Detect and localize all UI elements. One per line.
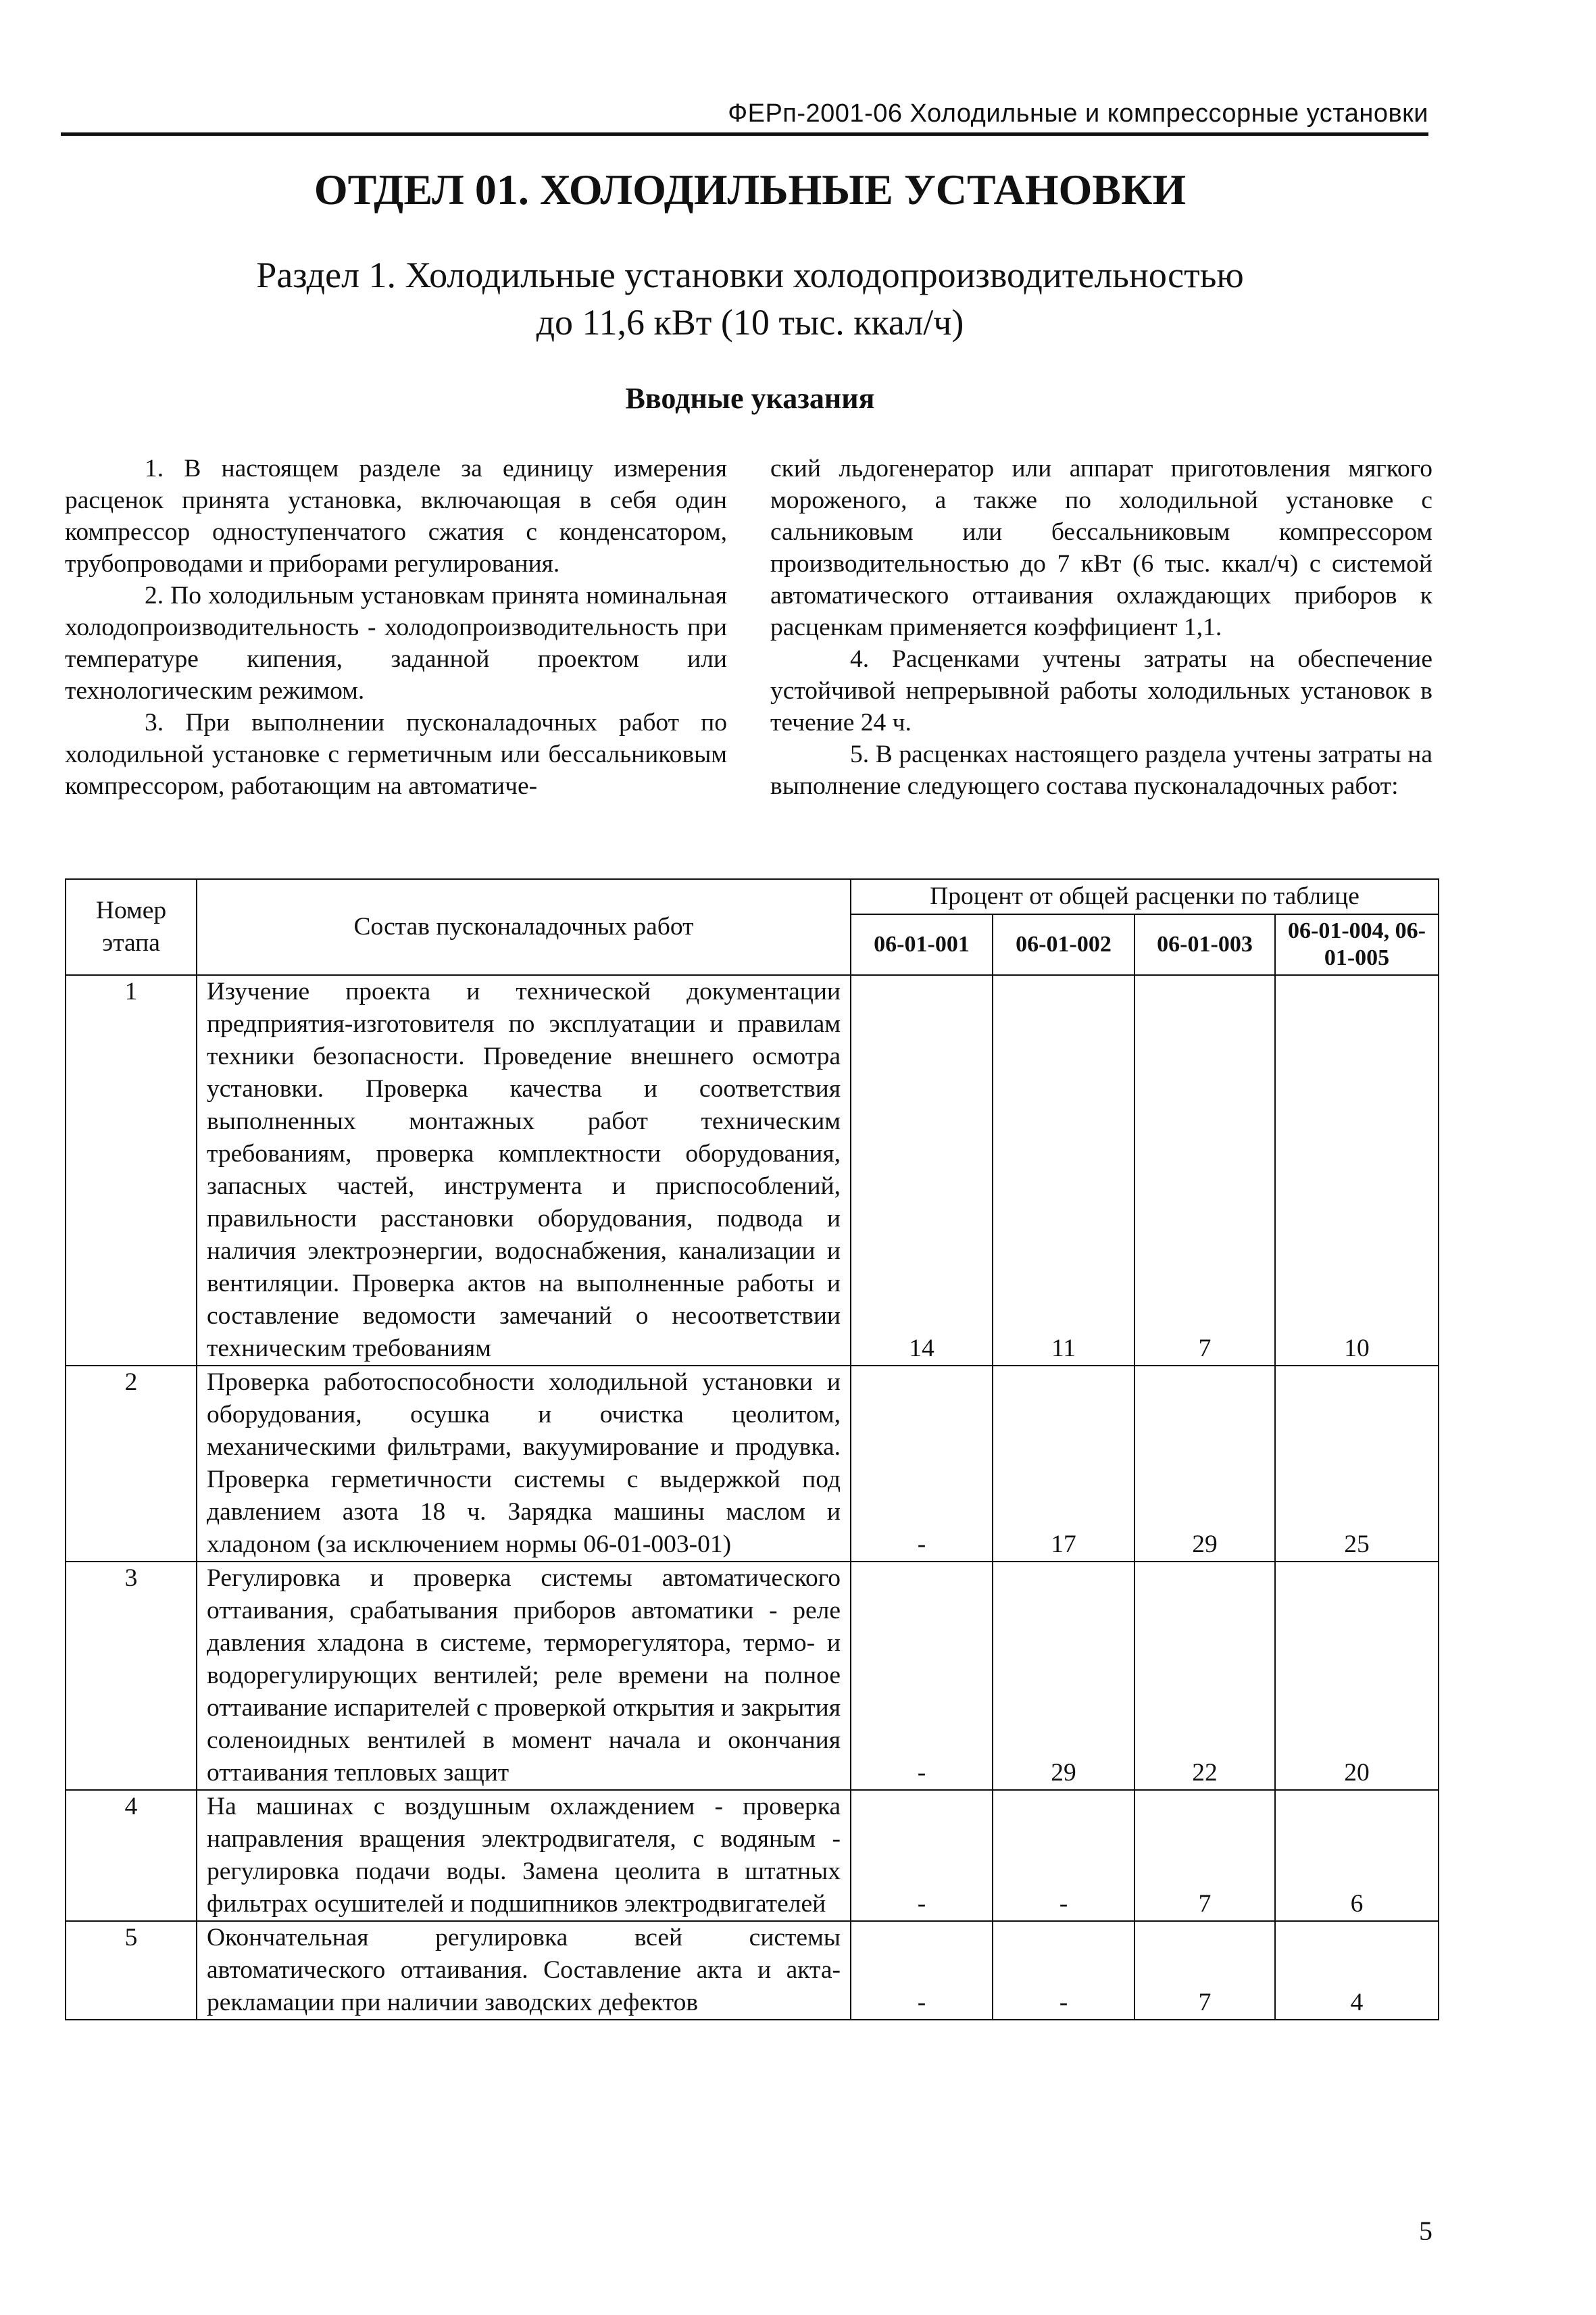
header-code-3: 06-01-003	[1134, 914, 1275, 975]
percent-value: 7	[1134, 1790, 1275, 1921]
header-stage: Номер этапа	[66, 879, 197, 975]
percent-value: -	[993, 1921, 1134, 2020]
stage-description: На машинах с воздушным охлаждением - проверка направления вращения электродвигателя, с водяным - регулировка подачи воды. Замена цеолита в штатных фильтрах осушителей и подшипников электродвигателей	[197, 1790, 851, 1921]
intro-heading: Вводные указания	[625, 382, 875, 415]
intro-right-column	[770, 453, 1432, 851]
header-code-2: 06-01-002	[993, 914, 1134, 975]
intro-left-column	[65, 453, 727, 851]
intro-paragraph-5: 5. В расценках настоящего раздела учтены затраты на выполнение следующего состава пусконаладочных работ:	[770, 741, 1432, 800]
percent-value: 22	[1134, 1562, 1275, 1790]
stage-number: 5	[66, 1921, 197, 2020]
percent-value: 25	[1275, 1366, 1439, 1562]
percent-value: -	[851, 1921, 993, 2020]
section-title-line-1: Раздел 1. Холодильные установки холодопроизводительностью	[256, 255, 1244, 295]
intro-paragraph-4: 4. Расценками учтены затраты на обеспечение устойчивой непрерывной работы холодильных установок в течение 24 ч.	[770, 645, 1432, 737]
intro-paragraph-3: 3. При выполнении пусконаладочных работ по холодильной установке с герметичным или бессальниковым компрессором, работающим на автоматиче-	[65, 709, 727, 800]
stage-number: 2	[66, 1366, 197, 1562]
table-row	[66, 1921, 1439, 2020]
percent-value: 6	[1275, 1790, 1439, 1921]
percent-value: 7	[1134, 1921, 1275, 2020]
stage-description: Проверка работоспособности холодильной установки и оборудования, осушка и очистка цеолитом, механическими фильтрами, вакуумирование и продувка. Проверка герметичности системы с выдержкой под давлением азота 18 ч. Зарядка машины маслом и хладоном (за исключением нормы 06-01-003-01)	[197, 1366, 851, 1562]
header-percent-group: Процент от общей расценки по таблице	[851, 879, 1439, 914]
intro-columns	[65, 453, 1432, 851]
percent-value: 11	[993, 975, 1134, 1366]
percent-value: 29	[993, 1562, 1134, 1790]
table-header-row	[66, 879, 1439, 914]
intro-paragraph-2: 2. По холодильным установкам принята номинальная холодопроизводительность - холодопроизводительность при температуре кипения, заданной проектом или технологическим режимом.	[65, 582, 727, 705]
percent-value: 29	[1134, 1366, 1275, 1562]
header-composition: Состав пусконаладочных работ	[197, 879, 851, 975]
page-number: 5	[1419, 2216, 1432, 2246]
percent-value: 17	[993, 1366, 1134, 1562]
header-code-1: 06-01-001	[851, 914, 993, 975]
percent-value: -	[851, 1562, 993, 1790]
percent-value: 7	[1134, 975, 1275, 1366]
percent-value: 20	[1275, 1562, 1439, 1790]
intro-paragraph-3-continued: ский льдогенератор или аппарат приготовления мягкого мороженого, а также по холодильной установке с сальниковым или бессальниковым компрессором производительностью до 7 кВт (6 тыс. ккал/ч) с системой автоматического оттаивания охлаждающих приборов к расценкам применяется коэффициент 1,1.	[770, 455, 1432, 641]
commissioning-works-table	[65, 878, 1439, 2020]
stage-description: Регулировка и проверка системы автоматического оттаивания, срабатывания приборов автоматики - реле давления хладона в системе, терморегулятора, термо- и водорегулирующих вентилей; реле времени на полное оттаивание испарителей с проверкой открытия и закрытия соленоидных вентилей в момент начала и окончания оттаивания тепловых защит	[197, 1562, 851, 1790]
percent-value: -	[851, 1790, 993, 1921]
table-row	[66, 1790, 1439, 1921]
section-title-line-2: до 11,6 кВт (10 тыс. ккал/ч)	[536, 302, 964, 343]
section-title	[0, 251, 1500, 346]
stage-number: 3	[66, 1562, 197, 1790]
stage-number: 4	[66, 1790, 197, 1921]
header-code-4: 06-01-004, 06-01-005	[1275, 914, 1439, 975]
percent-value: -	[851, 1366, 993, 1562]
intro-paragraph-1: 1. В настоящем разделе за единицу измерения расценок принята установка, включающая в себя один компрессор одноступенчатого сжатия с конденсатором, трубопроводами и приборами регулирования.	[65, 455, 727, 578]
header-rule	[61, 132, 1428, 136]
percent-value: 10	[1275, 975, 1439, 1366]
table-row	[66, 1562, 1439, 1790]
table-row	[66, 975, 1439, 1366]
stage-description: Окончательная регулировка всей системы автоматического оттаивания. Составление акта и акта-рекламации при наличии заводских дефектов	[197, 1921, 851, 2020]
running-header: ФЕРп-2001-06 Холодильные и компрессорные установки	[728, 99, 1428, 128]
stage-number: 1	[66, 975, 197, 1366]
division-title: ОТДЕЛ 01. ХОЛОДИЛЬНЫЕ УСТАНОВКИ	[314, 166, 1187, 214]
percent-value: 14	[851, 975, 993, 1366]
table-row	[66, 1366, 1439, 1562]
percent-value: -	[993, 1790, 1134, 1921]
stage-description: Изучение проекта и технической документации предприятия-изготовителя по эксплуатации и правилам техники безопасности. Проведение внешнего осмотра установки. Проверка качества и соответствия выполненных монтажных работ техническим требованиям, проверка комплектности оборудования, запасных частей, инструмента и приспособлений, правильности расстановки оборудования, подвода и наличия электроэнергии, водоснабжения, канализации и вентиляции. Проверка актов на выполненные работы и составление ведомости замечаний о несоответствии техническим требованиям	[197, 975, 851, 1366]
percent-value: 4	[1275, 1921, 1439, 2020]
